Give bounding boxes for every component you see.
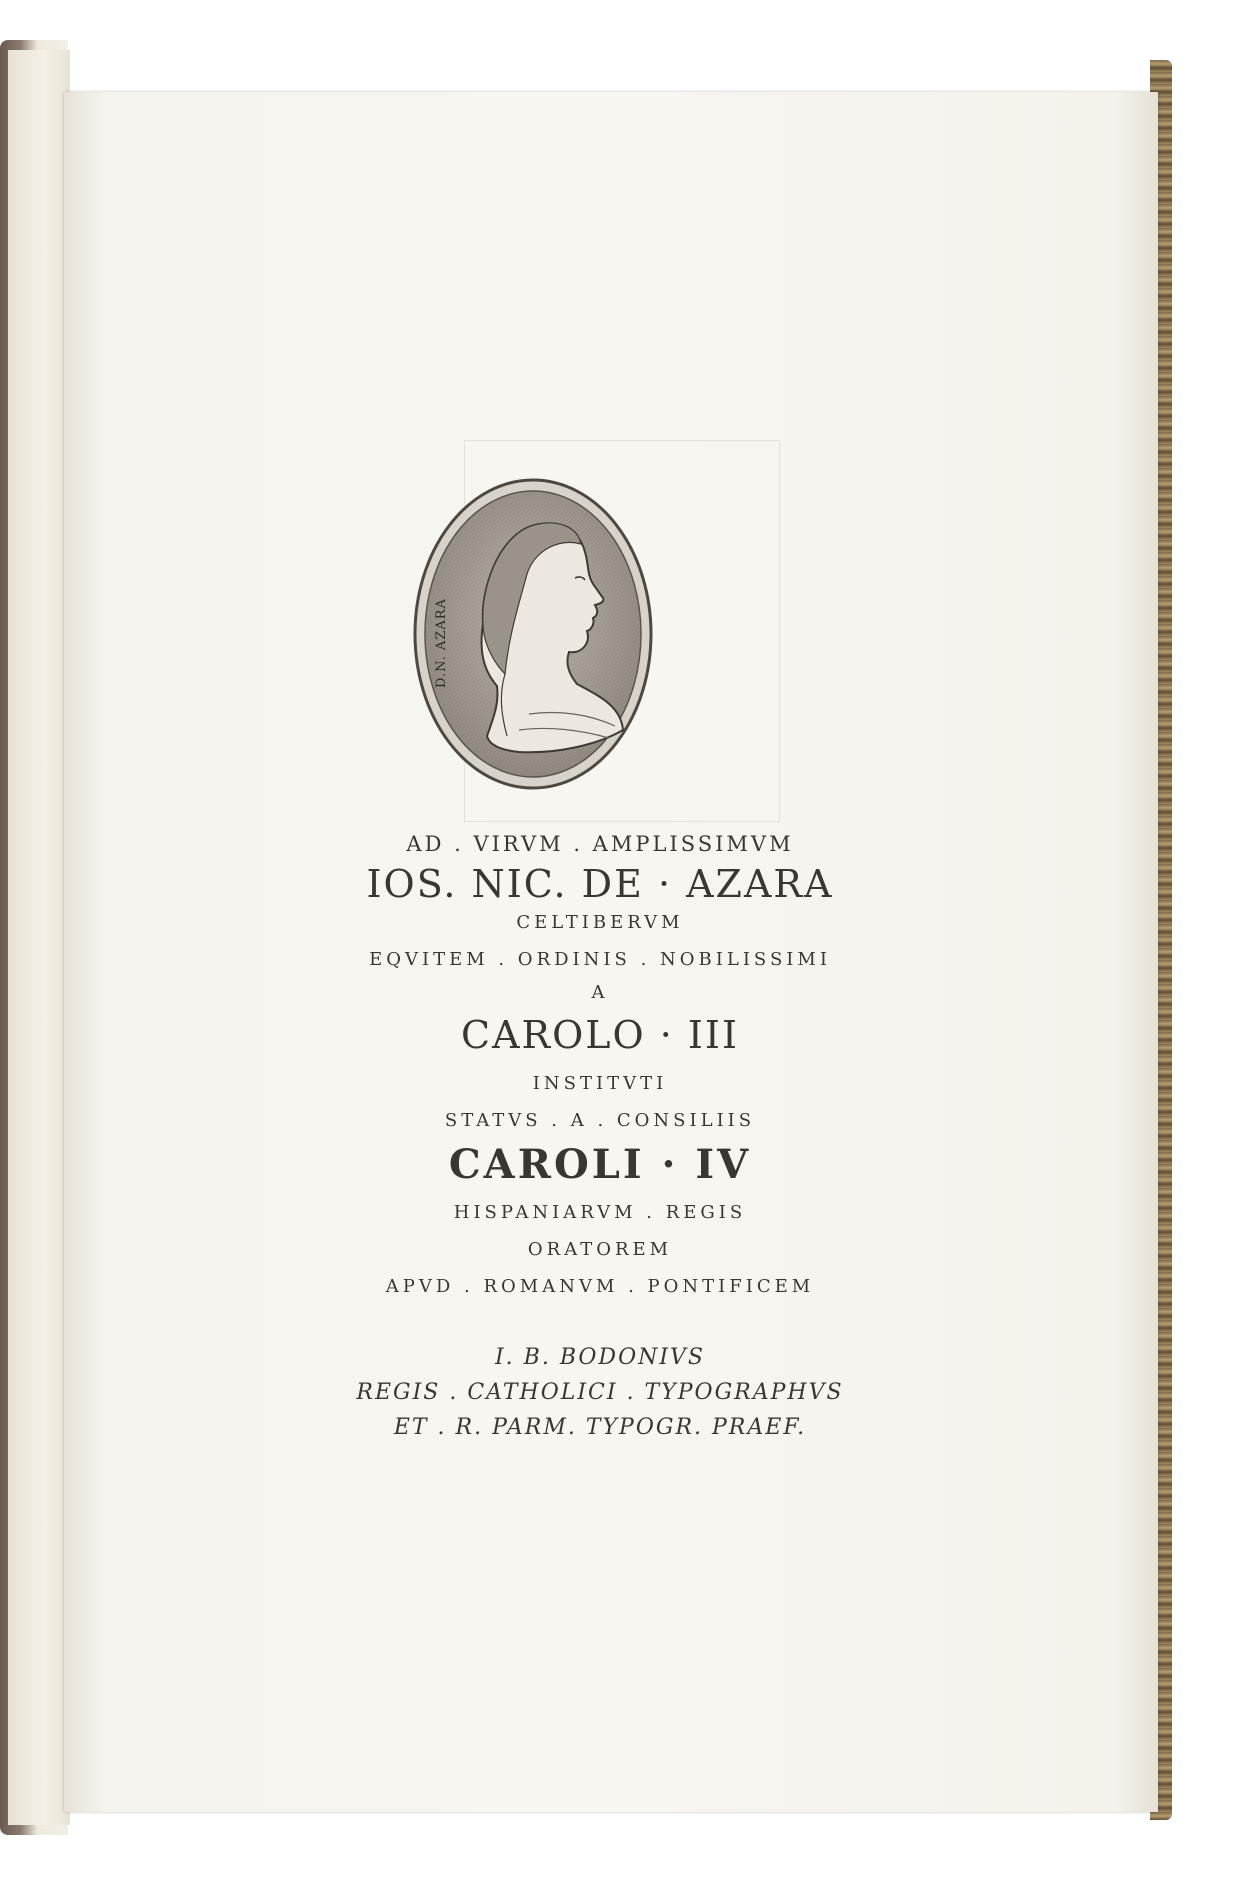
title-line-10: HISPANIARVM . REGIS (453, 1202, 747, 1223)
title-line-12: APVD . ROMANVM . PONTIFICEM (385, 1276, 815, 1297)
title-line-11: ORATOREM (527, 1239, 673, 1260)
title-page (64, 92, 1158, 1812)
title-line-carolo: CAROLO · III (461, 1013, 739, 1057)
title-line-1: AD . VIRVM . AMPLISSIMVM (406, 832, 794, 856)
title-line-3: CELTIBERVM (516, 912, 684, 933)
imprint-line-1: I. B. BODONIVS (494, 1345, 705, 1370)
imprint-line-2: REGIS . CATHOLICI . TYPOGRAPHVS (356, 1380, 844, 1405)
title-line-4: EQVITEM . ORDINIS . NOBILISSIMI (369, 949, 831, 970)
medallion-inscription: D.N. AZARA (434, 598, 449, 688)
title-line-name: IOS. NIC. DE · AZARA (366, 862, 834, 906)
title-line-5: A (591, 982, 609, 1003)
portrait-medallion (409, 474, 657, 794)
title-line-7: INSTITVTI (532, 1073, 668, 1094)
left-page-edge (8, 50, 70, 1825)
title-line-caroli: CAROLI · IV (448, 1141, 752, 1188)
imprint-line-3: ET . R. PARM. TYPOGR. PRAEF. (393, 1415, 807, 1440)
title-line-8: STATVS . A . CONSILIIS (444, 1110, 756, 1131)
dedication-text (310, 832, 890, 1440)
